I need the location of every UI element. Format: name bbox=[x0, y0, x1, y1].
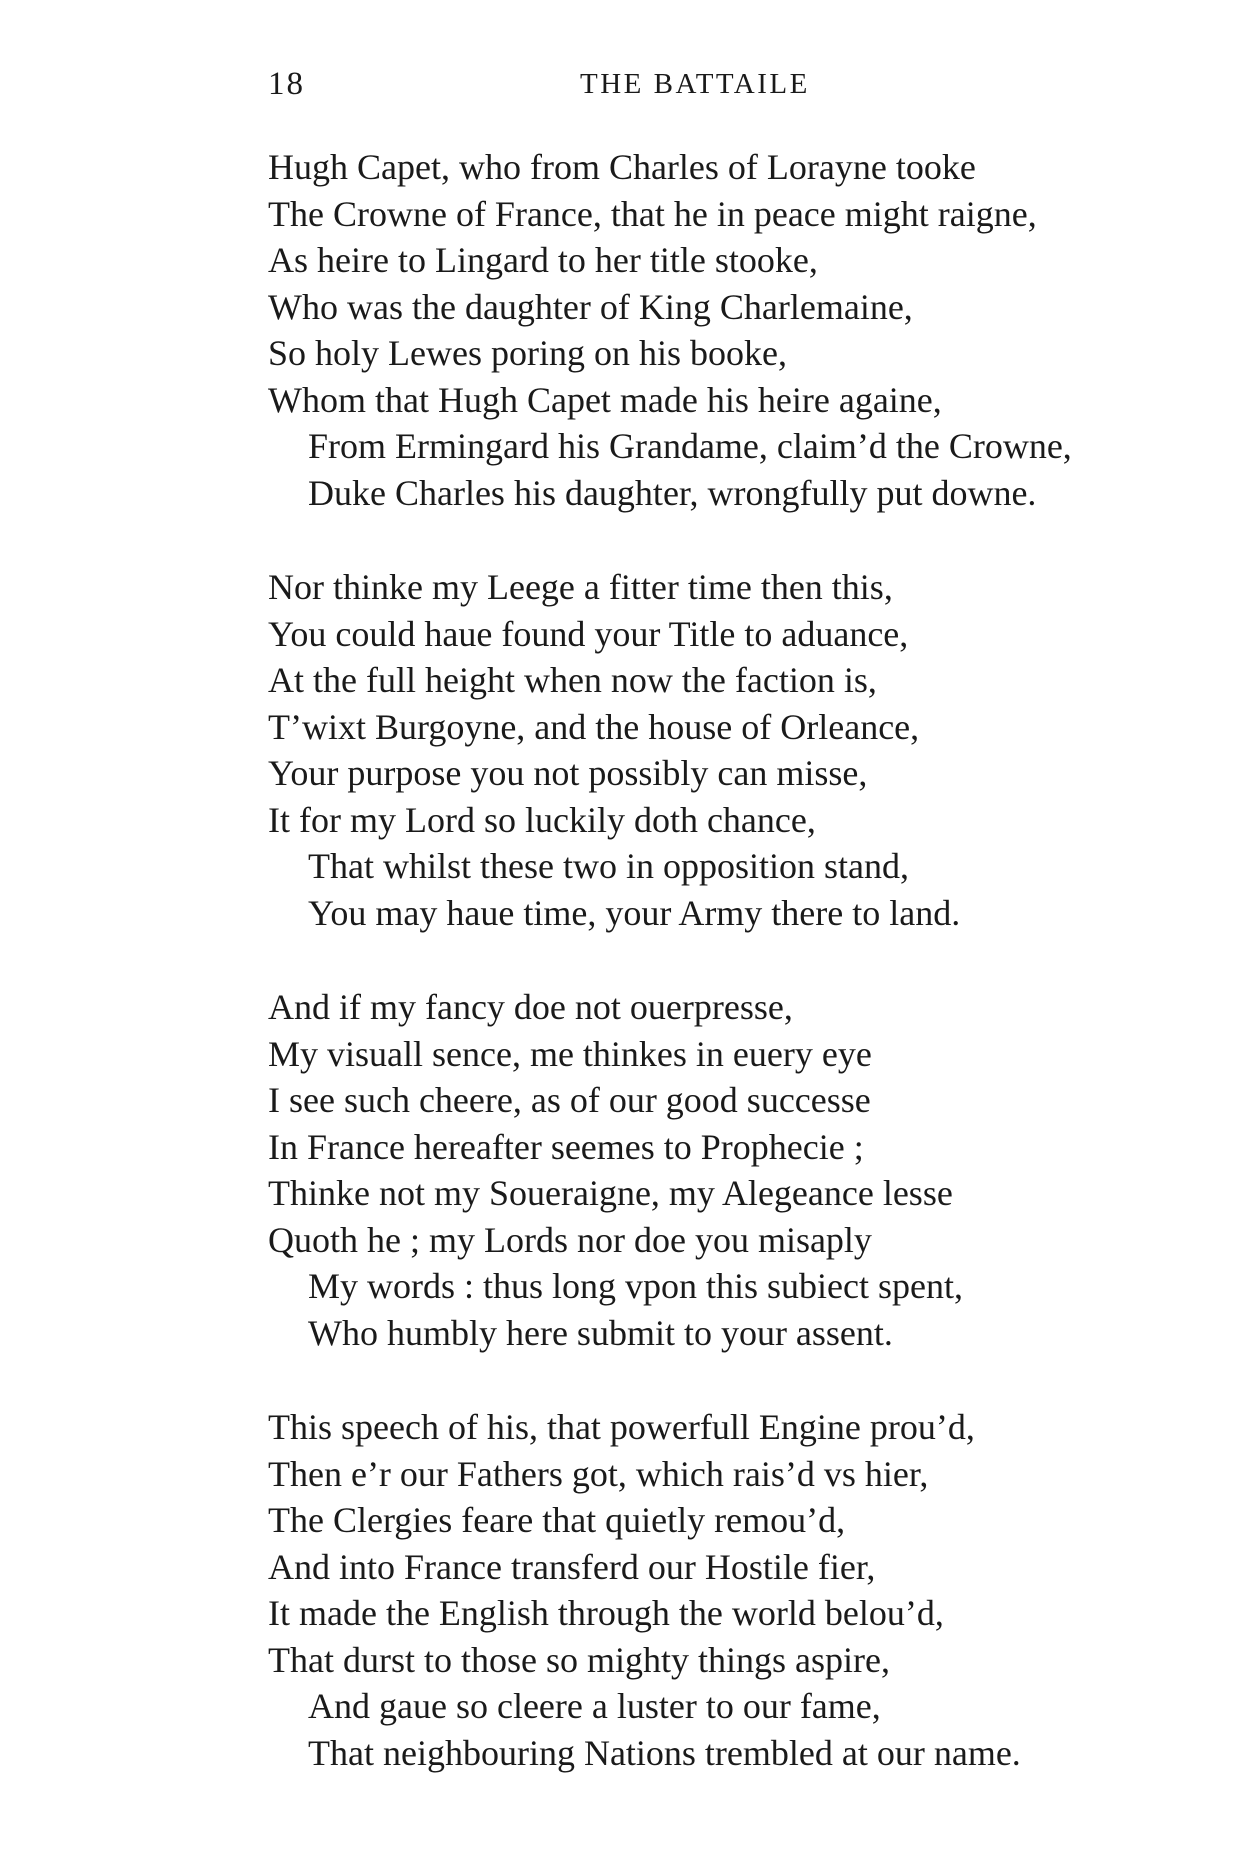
verse-line: Thinke not my Soueraigne, my Alegeance lesse bbox=[268, 1173, 953, 1213]
poem-text bbox=[268, 144, 1208, 1824]
stanza bbox=[268, 1404, 1208, 1776]
verse-line-indented: Duke Charles his daughter, wrongfully put downe. bbox=[308, 472, 1037, 513]
verse-line: It for my Lord so luckily doth chance, bbox=[268, 799, 816, 840]
verse-line: Your purpose you not possibly can misse, bbox=[268, 753, 868, 793]
verse-line: Quoth he ; my Lords nor doe you misaply bbox=[268, 1219, 872, 1260]
verse-line: In France hereafter seemes to Prophecie ; bbox=[268, 1126, 864, 1167]
running-head bbox=[268, 66, 1108, 106]
verse-line-indented: From Ermingard his Grandame, claim’d the Crowne, bbox=[308, 426, 1072, 466]
verse-line: That durst to those so mighty things aspire, bbox=[268, 1639, 890, 1680]
verse-line: Whom that Hugh Capet made his heire againe, bbox=[268, 379, 942, 420]
verse-line: You could haue found your Title to aduance, bbox=[268, 613, 909, 654]
verse-line: T’wixt Burgoyne, and the house of Orleance, bbox=[268, 706, 920, 747]
verse-line-indented: My words : thus long vpon this subiect spent, bbox=[308, 1266, 963, 1306]
verse-line: Hugh Capet, who from Charles of Lorayne tooke bbox=[268, 147, 976, 187]
verse-line: At the full height when now the faction is, bbox=[268, 660, 877, 700]
verse-line: It made the English through the world belou’d, bbox=[268, 1593, 944, 1633]
verse-line-indented: You may haue time, your Army there to land. bbox=[308, 892, 961, 933]
page-number: 18 bbox=[268, 66, 305, 102]
verse-line: This speech of his, that powerfull Engine prou’d, bbox=[268, 1407, 975, 1447]
verse-line: So holy Lewes poring on his booke, bbox=[268, 333, 787, 373]
verse-line-indented: Who humbly here submit to your assent. bbox=[308, 1312, 893, 1353]
verse-line-indented: And gaue so cleere a luster to our fame, bbox=[308, 1686, 881, 1726]
verse-line: And if my fancy doe not ouerpresse, bbox=[268, 987, 793, 1027]
verse-line-indented: That neighbouring Nations trembled at our name. bbox=[308, 1732, 1021, 1773]
verse-line: The Clergies feare that quietly remou’d, bbox=[268, 1500, 846, 1540]
verse-line: Nor thinke my Leege a fitter time then this, bbox=[268, 567, 893, 607]
verse-line: Then e’r our Fathers got, which rais’d vs hier, bbox=[268, 1453, 929, 1494]
running-title: THE BATTAILE bbox=[580, 68, 810, 100]
verse-line: My visuall sence, me thinkes in euery eye bbox=[268, 1033, 872, 1074]
stanza bbox=[268, 984, 1208, 1356]
verse-line: Who was the daughter of King Charlemaine, bbox=[268, 286, 913, 327]
verse-line: The Crowne of France, that he in peace might raigne, bbox=[268, 193, 1037, 234]
verse-line-indented: That whilst these two in opposition stand, bbox=[308, 846, 909, 886]
verse-line: As heire to Lingard to her title stooke, bbox=[268, 240, 818, 280]
verse-line: And into France transferd our Hostile fier, bbox=[268, 1546, 876, 1587]
verse-line: I see such cheere, as of our good successe bbox=[268, 1080, 871, 1120]
stanza bbox=[268, 144, 1208, 516]
stanza bbox=[268, 564, 1208, 936]
